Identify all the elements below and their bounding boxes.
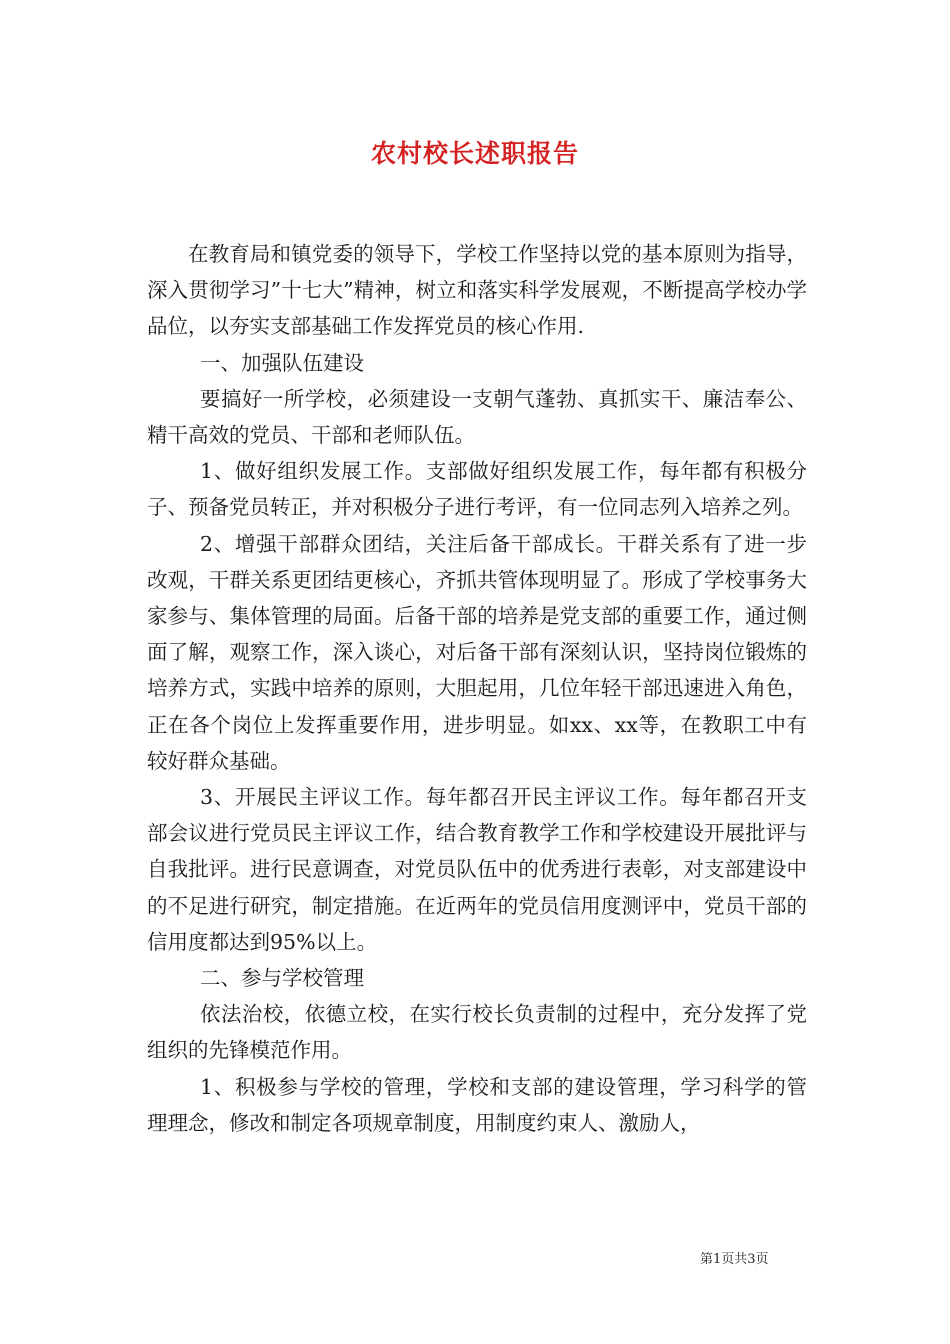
paragraph-team-building: 要搞好一所学校，必须建设一支朝气蓬勃、真抓实干、廉洁奉公、精干高效的党员、干部和老师队伍。 xyxy=(147,386,807,448)
paragraph-item-1-1: 1、做好组织发展工作。支部做好组织发展工作，每年都有积极分子、预备党员转正，并对积极分子进行考评，有一位同志列入培养之列。 xyxy=(147,459,807,520)
paragraph-item-1-3: 3、开展民主评议工作。每年都召开民主评议工作。每年都召开支部会议进行党员民主评议工作，结合教育教学工作和学校建设开展批评与自我批评。进行民意调查，对党员队伍中的优秀进行表彰，对支部建设中的不足进行研究，制定措施。在近两年的党员信用度测评中，党员干部的信用度都达到95%以上。 xyxy=(147,785,807,954)
paragraph-item-1-2: 2、增强干部群众团结，关注后备干部成长。干群关系有了进一步改观，干群关系更团结更核心，齐抓共管体现明显了。形成了学校事务大家参与、集体管理的局面。后备干部的培养是党支部的重要工作，通过侧面了解，观察工作，深入谈心，对后备干部有深刻认识，坚持岗位锻炼的培养方式，实践中培养的原则，大胆起用，几位年轻干部迅速进入角色，正在各个岗位上发挥重要作用，进步明显。如xx、xx等，在教职工中有较好群众基础。 xyxy=(147,531,807,773)
document-title: 农村校长述职报告 xyxy=(370,139,579,168)
document-body xyxy=(147,236,807,1141)
page-number: 第1页共3页 xyxy=(700,1252,769,1267)
section-heading-2: 二、参与学校管理 xyxy=(200,966,364,991)
paragraph-school-management: 依法治校，依德立校，在实行校长负责制的过程中，充分发挥了党组织的先锋模范作用。 xyxy=(147,1002,807,1063)
paragraph-intro: 在教育局和镇党委的领导下，学校工作坚持以党的基本原则为指导，深入贯彻学习”十七大”精神，树立和落实科学发展观，不断提高学校办学品位，以夯实支部基础工作发挥党员的核心作用. xyxy=(147,242,807,339)
paragraph-item-2-1: 1、积极参与学校的管理，学校和支部的建设管理，学习科学的管理理念，修改和制定各项规章制度，用制度约束人、激励人， xyxy=(147,1074,807,1135)
section-heading-1: 一、加强队伍建设 xyxy=(200,350,364,375)
